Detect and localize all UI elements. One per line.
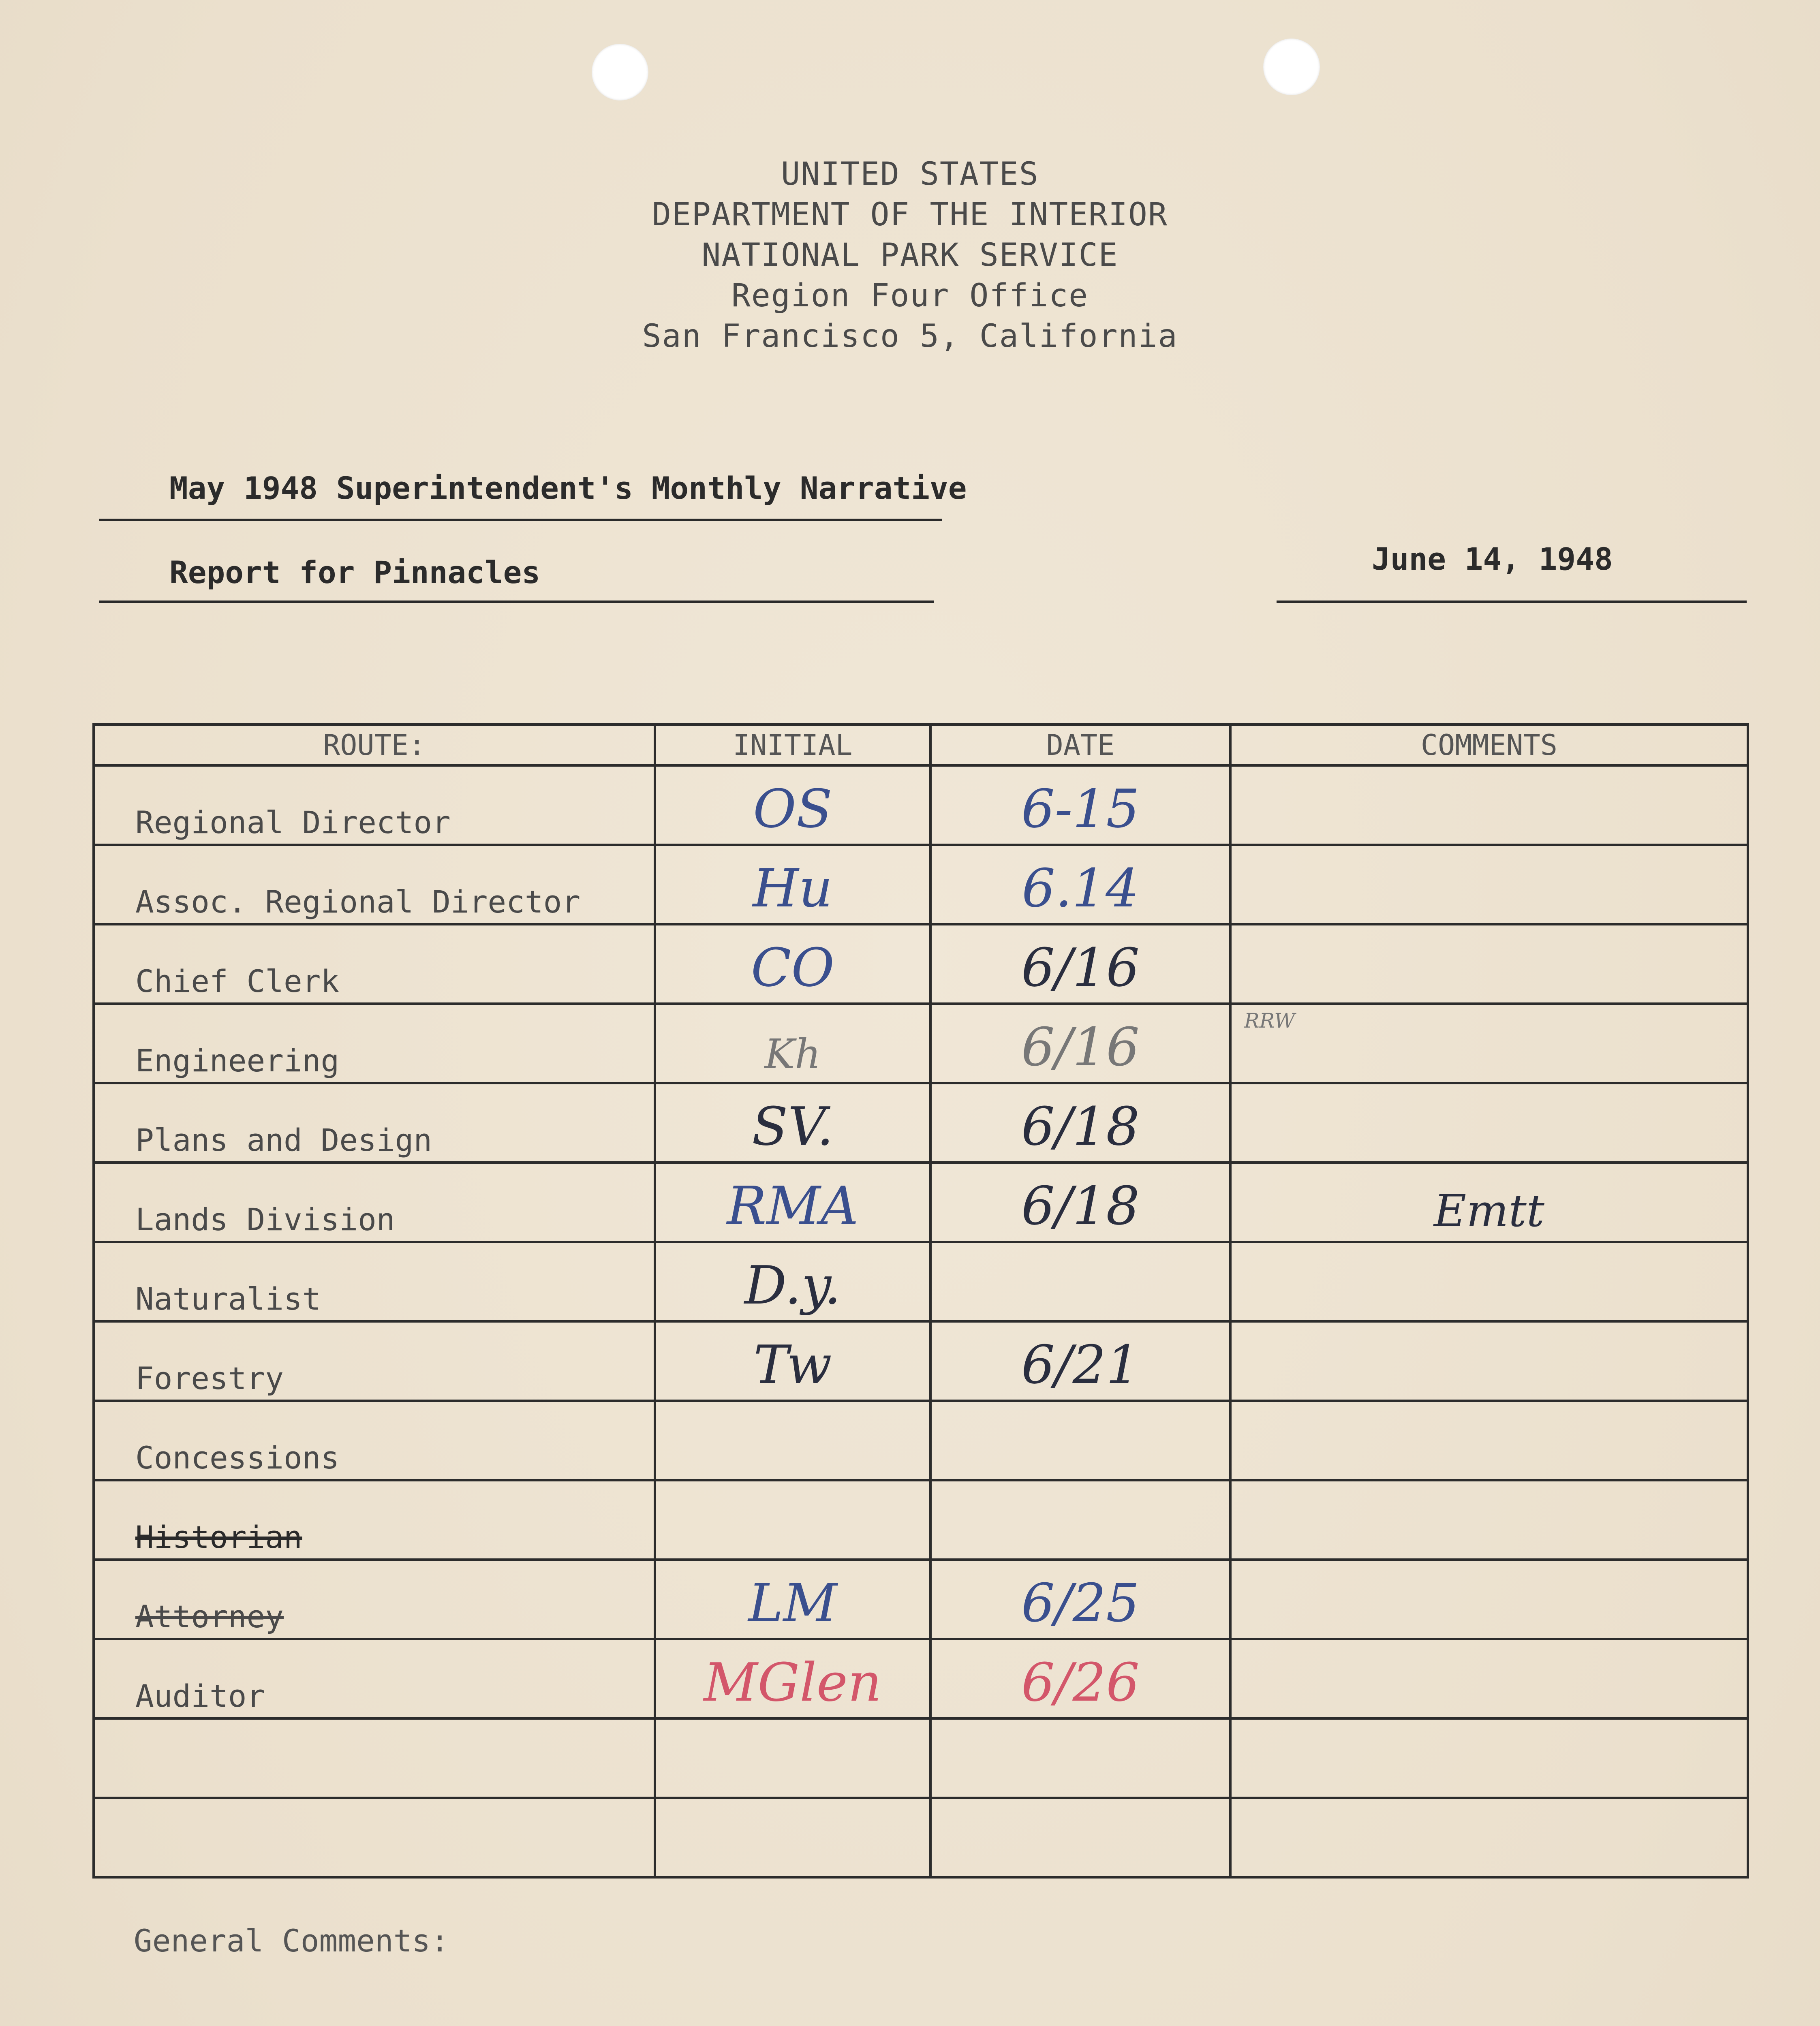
initial-cell [655, 765, 930, 845]
handwritten-date [932, 1316, 1229, 1320]
route-label: Engineering [135, 1043, 340, 1079]
route-cell [94, 1639, 655, 1718]
report-date: June 14, 1948 [1372, 541, 1613, 577]
punch-hole-right [1263, 38, 1320, 95]
handwritten-date: 6/18 [1021, 1096, 1140, 1157]
table-row [94, 1798, 1748, 1877]
general-comments-label: General Comments: [134, 1923, 449, 1959]
handwritten-initial: Kh [764, 1030, 821, 1078]
letterhead-line-5: San Francisco 5, California [642, 318, 1178, 355]
initial-cell [655, 1163, 930, 1242]
table-row [94, 1163, 1748, 1242]
table-row [94, 1639, 1748, 1718]
date-cell [930, 845, 1230, 924]
comment-cell [1230, 1083, 1748, 1163]
route-label: Concessions [135, 1440, 340, 1476]
handwritten-comment [1232, 1793, 1747, 1797]
route-cell [94, 1401, 655, 1480]
handwritten-comment [1232, 1157, 1747, 1161]
handwritten-comment [1232, 1078, 1747, 1082]
route-cell [94, 1321, 655, 1401]
date-cell [930, 765, 1230, 845]
margin-mark: RRW [1244, 1009, 1295, 1032]
handwritten-date: 6/16 [1021, 937, 1140, 998]
table-row [94, 765, 1748, 845]
header-comments: COMMENTS [1230, 724, 1748, 765]
handwritten-date: 6/21 [1021, 1334, 1140, 1396]
table-row [94, 845, 1748, 924]
route-cell [94, 1163, 655, 1242]
handwritten-date: 6/18 [1021, 1175, 1140, 1237]
date-cell [930, 1242, 1230, 1321]
comment-cell [1230, 765, 1748, 845]
route-cell [94, 1083, 655, 1163]
letterhead-line-3: NATIONAL PARK SERVICE [701, 237, 1119, 274]
comment-cell [1230, 845, 1748, 924]
handwritten-date: 6/26 [1021, 1652, 1140, 1713]
route-label: Lands Division [135, 1201, 395, 1237]
comment-cell [1230, 1560, 1748, 1639]
letterhead-line-1: UNITED STATES [781, 156, 1039, 192]
initial-cell [655, 1401, 930, 1480]
handwritten-comment [1232, 998, 1747, 1002]
handwritten-initial [656, 1793, 929, 1797]
handwritten-initial: Tw [753, 1334, 832, 1396]
report-subtitle: Report for Pinnacles [169, 554, 541, 590]
route-cell [94, 845, 655, 924]
handwritten-initial: CO [751, 937, 835, 998]
header-date: DATE [930, 724, 1230, 765]
date-cell [930, 1163, 1230, 1242]
handwritten-date: 6/25 [1021, 1572, 1140, 1634]
date-cell [930, 1083, 1230, 1163]
initial-cell [655, 1004, 930, 1083]
route-cell [94, 1242, 655, 1321]
report-title: May 1948 Superintendent's Monthly Narrative [169, 470, 967, 506]
handwritten-comment [1232, 1396, 1747, 1400]
date-cell [930, 924, 1230, 1004]
handwritten-initial: LM [748, 1572, 837, 1634]
date-cell [930, 1560, 1230, 1639]
handwritten-date: 6.14 [1022, 857, 1139, 919]
header-route: ROUTE: [94, 724, 655, 765]
route-cell [94, 924, 655, 1004]
header-initial: INITIAL [655, 724, 930, 765]
date-cell [930, 1718, 1230, 1798]
table-row [94, 1321, 1748, 1401]
route-label: Regional Director [135, 804, 451, 840]
route-label: Naturalist [135, 1281, 321, 1317]
table-row [94, 924, 1748, 1004]
handwritten-initial: RMA [727, 1175, 859, 1237]
route-label [95, 1793, 654, 1797]
date-cell [930, 1004, 1230, 1083]
handwritten-initial [656, 1554, 929, 1558]
comment-cell [1230, 1321, 1748, 1401]
handwritten-comment [1232, 1554, 1747, 1558]
comment-cell [1230, 924, 1748, 1004]
route-label [95, 1873, 654, 1876]
handwritten-date: 6/16 [1021, 1016, 1140, 1078]
handwritten-comment [1232, 1872, 1747, 1876]
handwritten-date [932, 1554, 1229, 1558]
handwritten-date: 6-15 [1021, 778, 1140, 840]
date-cell [930, 1480, 1230, 1560]
title-underline [99, 519, 942, 521]
subtitle-underline [99, 601, 934, 603]
initial-cell [655, 1798, 930, 1877]
letterhead-line-4: Region Four Office [731, 278, 1089, 314]
table-row [94, 1560, 1748, 1639]
comment-cell [1230, 1004, 1748, 1083]
routing-table [92, 723, 1749, 1879]
initial-cell [655, 1321, 930, 1401]
route-label-struck: Attorney [135, 1599, 284, 1635]
initial-cell [655, 1242, 930, 1321]
initial-cell [655, 924, 930, 1004]
handwritten-date [932, 1475, 1229, 1479]
table-row [94, 1480, 1748, 1560]
date-cell [930, 1321, 1230, 1401]
letterhead-line-2: DEPARTMENT OF THE INTERIOR [652, 197, 1168, 233]
comment-cell [1230, 1163, 1748, 1242]
initial-cell [655, 1480, 930, 1560]
table-header-row [94, 724, 1748, 765]
route-cell [94, 1560, 655, 1639]
initial-cell [655, 1639, 930, 1718]
route-cell [94, 1004, 655, 1083]
punch-hole-left [592, 44, 648, 100]
handwritten-initial: SV. [752, 1096, 834, 1157]
comment-cell [1230, 1718, 1748, 1798]
comment-cell [1230, 1639, 1748, 1718]
handwritten-comment [1232, 1713, 1747, 1717]
handwritten-initial: D.y. [744, 1254, 841, 1316]
table-row [94, 1401, 1748, 1480]
handwritten-comment [1232, 840, 1747, 844]
table-row [94, 1004, 1748, 1083]
handwritten-comment [1232, 919, 1747, 923]
route-cell [94, 1480, 655, 1560]
handwritten-date [932, 1793, 1229, 1797]
handwritten-comment [1232, 1475, 1747, 1479]
comment-cell [1230, 1480, 1748, 1560]
route-cell [94, 1718, 655, 1798]
initial-cell [655, 1083, 930, 1163]
handwritten-initial: MGlen [704, 1652, 882, 1713]
handwritten-initial [656, 1475, 929, 1479]
date-cell [930, 1401, 1230, 1480]
route-cell [94, 1798, 655, 1877]
date-cell [930, 1639, 1230, 1718]
handwritten-date [932, 1872, 1229, 1876]
table-row [94, 1083, 1748, 1163]
route-label: Assoc. Regional Director [135, 884, 581, 920]
comment-cell [1230, 1242, 1748, 1321]
route-label: Auditor [135, 1678, 265, 1714]
handwritten-initial [656, 1872, 929, 1876]
table-row [94, 1242, 1748, 1321]
date-underline [1277, 601, 1747, 603]
route-label-struck: Historian [135, 1519, 302, 1555]
table-row [94, 1718, 1748, 1798]
handwritten-initial: Hu [753, 857, 833, 919]
route-label: Forestry [135, 1360, 284, 1396]
handwritten-comment: Emtt [1433, 1185, 1544, 1237]
initial-cell [655, 1560, 930, 1639]
handwritten-initial: OS [753, 778, 832, 840]
initial-cell [655, 1718, 930, 1798]
route-label: Chief Clerk [135, 963, 340, 999]
comment-cell [1230, 1798, 1748, 1877]
date-cell [930, 1798, 1230, 1877]
initial-cell [655, 845, 930, 924]
route-cell [94, 765, 655, 845]
handwritten-comment [1232, 1316, 1747, 1320]
handwritten-comment [1232, 1634, 1747, 1638]
comment-cell [1230, 1401, 1748, 1480]
route-label: Plans and Design [135, 1122, 432, 1158]
